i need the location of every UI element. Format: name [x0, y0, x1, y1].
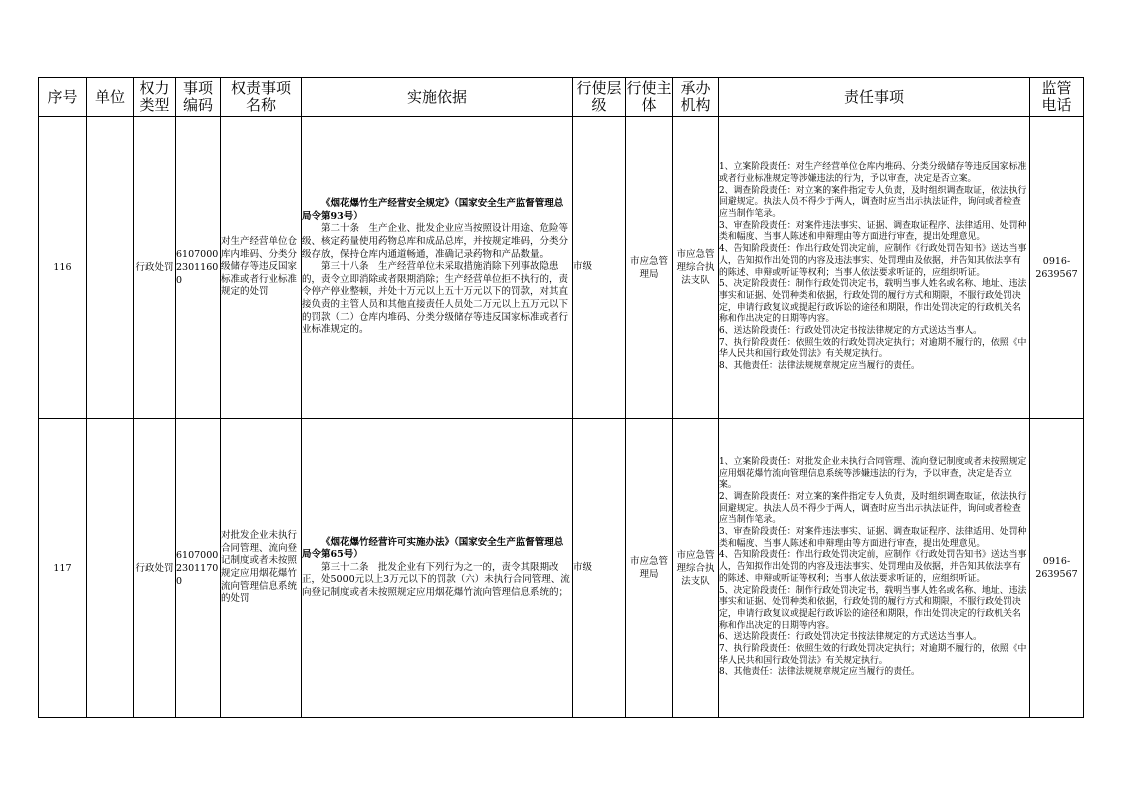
cell-phone: 0916-2639567 [1030, 117, 1084, 419]
header-name: 权责事项 名称 [221, 78, 302, 117]
duty-item: 7、执行阶段责任：依照生效的行政处罚决定执行；对逾期不履行的，依照《中华人民共和国行政处罚法》有关规定执行。 [719, 644, 1027, 666]
duty-item: 2、调查阶段责任：对立案的案件指定专人负责，及时组织调查取证，依法执行回避规定。执法人员不得少于两人，调查时应当出示执法证件，询问或者检查应当制作笔录。 [719, 491, 1027, 526]
cell-power-type: 行政处罚 [134, 117, 176, 419]
duty-item: 3、审查阶段责任：对案件违法事实、证据、调查取证程序、法律适用、处罚种类和幅度、当事人陈述和申辩理由等方面进行审查，提出处理意见。 [719, 220, 1027, 243]
header-duty: 责任事项 [719, 78, 1030, 117]
cell-seq: 117 [39, 419, 87, 718]
header-seq: 序号 [39, 78, 87, 117]
cell-agency: 市应急管理综合执法支队 [673, 419, 719, 718]
duty-item: 7、执行阶段责任：依照生效的行政处罚决定执行；对逾期不履行的，依照《中华人民共和国行政处罚法》有关规定执行。 [719, 337, 1027, 360]
duty-item: 5、决定阶段责任：制作行政处罚决定书，载明当事人姓名或名称、地址、违法事实和证据、处罚种类和依据，行政处罚的履行方式和期限，不服行政处罚决定，申请行政复议或提起行政诉讼的途径和期限，作出处罚决定的行政机关名称和作出决定的日期等内容。 [719, 585, 1027, 631]
duty-item: 3、审查阶段责任：对案件违法事实、证据、调查取证程序、法律适用、处罚种类和幅度、当事人陈述和申辩理由等方面进行审查，提出处理意见。 [719, 527, 1027, 549]
table-row [39, 117, 1084, 419]
cell-seq: 116 [39, 117, 87, 419]
header-code: 事项 编码 [176, 78, 221, 117]
cell-code: 610700023011700 [176, 419, 221, 718]
cell-name: 对批发企业未执行合同管理、流向登记制度或者未按照规定应用烟花爆竹流向管理信息系统的处罚 [221, 419, 302, 718]
header-row [39, 78, 1084, 117]
duty-item: 8、其他责任：法律法规规章规定应当履行的责任。 [719, 667, 920, 678]
header-basis: 实施依据 [302, 78, 573, 117]
duty-item: 5、决定阶段责任：制作行政处罚决定书，载明当事人姓名或名称、地址、违法事实和证据、处罚种类和依据，行政处罚的履行方式和期限，不服行政处罚决定，申请行政复议或提起行政诉讼的途径和期限，作出处罚决定的行政机关名称和作出决定的日期等内容。 [719, 279, 1027, 325]
cell-basis [302, 117, 573, 419]
header-phone: 监管 电话 [1030, 78, 1084, 117]
cell-basis [302, 419, 573, 718]
duty-item: 8、其他责任：法律法规规章规定应当履行的责任。 [719, 361, 920, 372]
basis-title: 《烟花爆竹生产经营安全规定》（国家安全生产监督管理总局令第93号） [302, 198, 564, 222]
header-level: 行使层 级 [573, 78, 626, 117]
cell-unit [87, 117, 134, 419]
cell-duty [719, 419, 1030, 718]
duty-item: 1、立案阶段责任：对批发企业未执行合同管理、流向登记制度或者未按照规定应用烟花爆竹流向管理信息系统等涉嫌违法的行为，予以审查，决定是否立案。 [719, 456, 1027, 491]
cell-unit [87, 419, 134, 718]
table-row [39, 419, 1084, 718]
cell-subject: 市应急管理局 [626, 117, 673, 419]
header-unit: 单位 [87, 78, 134, 117]
cell-subject: 市应急管理局 [626, 419, 673, 718]
cell-phone: 0916-2639567 [1030, 419, 1084, 718]
duty-item: 1、立案阶段责任：对生产经营单位仓库内堆码、分类分级储存等违反国家标准或者行业标准规定等涉嫌违法的行为，予以审查，决定是否立案。 [719, 162, 1027, 184]
duty-item: 2、调查阶段责任：对立案的案件指定专人负责，及时组织调查取证，依法执行回避规定。执法人员不得少于两人，调查时应当出示执法证件，询问或者检查应当制作笔录。 [719, 185, 1027, 219]
header-power-type: 权力 类型 [134, 78, 176, 117]
duty-item: 6、送达阶段责任：行政处罚决定书按法律规定的方式送达当事人。 [719, 632, 983, 643]
header-agency: 承办 机构 [673, 78, 719, 117]
duty-item: 4、告知阶段责任：作出行政处罚决定前，应制作《行政处罚告知书》送达当事人，告知拟作出处罚的内容及违法事实、处罚理由及依据，并告知其依法享有的陈述、申辩或听证等权利；当事人依法要求听证的，应组织听证。 [719, 550, 1027, 584]
basis-title: 《烟花爆竹经营许可实施办法》（国家安全生产监督管理总局令第65号） [302, 536, 564, 561]
cell-level: 市级 [573, 117, 626, 419]
duty-item: 6、送达阶段责任：行政处罚决定书按法律规定的方式送达当事人。 [719, 326, 983, 337]
authority-table [38, 77, 1084, 718]
cell-code: 610700023011600 [176, 117, 221, 419]
basis-paragraph: 第三十二条 批发企业有下列行为之一的，责令其限期改正，处5000元以上3万元以下的罚款（六）未执行合同管理、流向登记制度或者未按照规定应用烟花爆竹流向管理信息系统的； [302, 561, 570, 598]
header-subject: 行使主 体 [626, 78, 673, 117]
cell-agency: 市应急管理综合执法支队 [673, 117, 719, 419]
duty-item: 4、告知阶段责任：作出行政处罚决定前，应制作《行政处罚告知书》送达当事人，告知拟作出处罚的内容及违法事实、处罚理由及依据，并告知其依法享有的陈述、申辩或听证等权利；当事人依法要求听证的，应组织听证。 [719, 244, 1027, 278]
cell-power-type: 行政处罚 [134, 419, 176, 718]
cell-duty [719, 117, 1030, 419]
basis-paragraph: 第三十八条 生产经营单位未采取措施消除下列事故隐患的，责令立即消除或者限期消除；生产经营单位拒不执行的，责令停产停业整顿，并处十万元以上五十万元以下的罚款，对其直接负责的主管人员和其他直接责任人员处二万元以上五万元以下的罚款（二）仓库内堆码、分类分级储存等违反国家标准或者行业标准规定的。 [302, 261, 569, 336]
cell-name: 对生产经营单位仓库内堆码、分类分级储存等违反国家标准或者行业标准规定的处罚 [221, 117, 302, 419]
cell-level: 市级 [573, 419, 626, 718]
basis-paragraph: 第二十条 生产企业、批发企业应当按照设计用途、危险等级、核定药量使用药物总库和成品总库，并按规定堆码，分类分级存放，保持仓库内通道畅通，准确记录药物和产品数量。 [302, 223, 569, 260]
